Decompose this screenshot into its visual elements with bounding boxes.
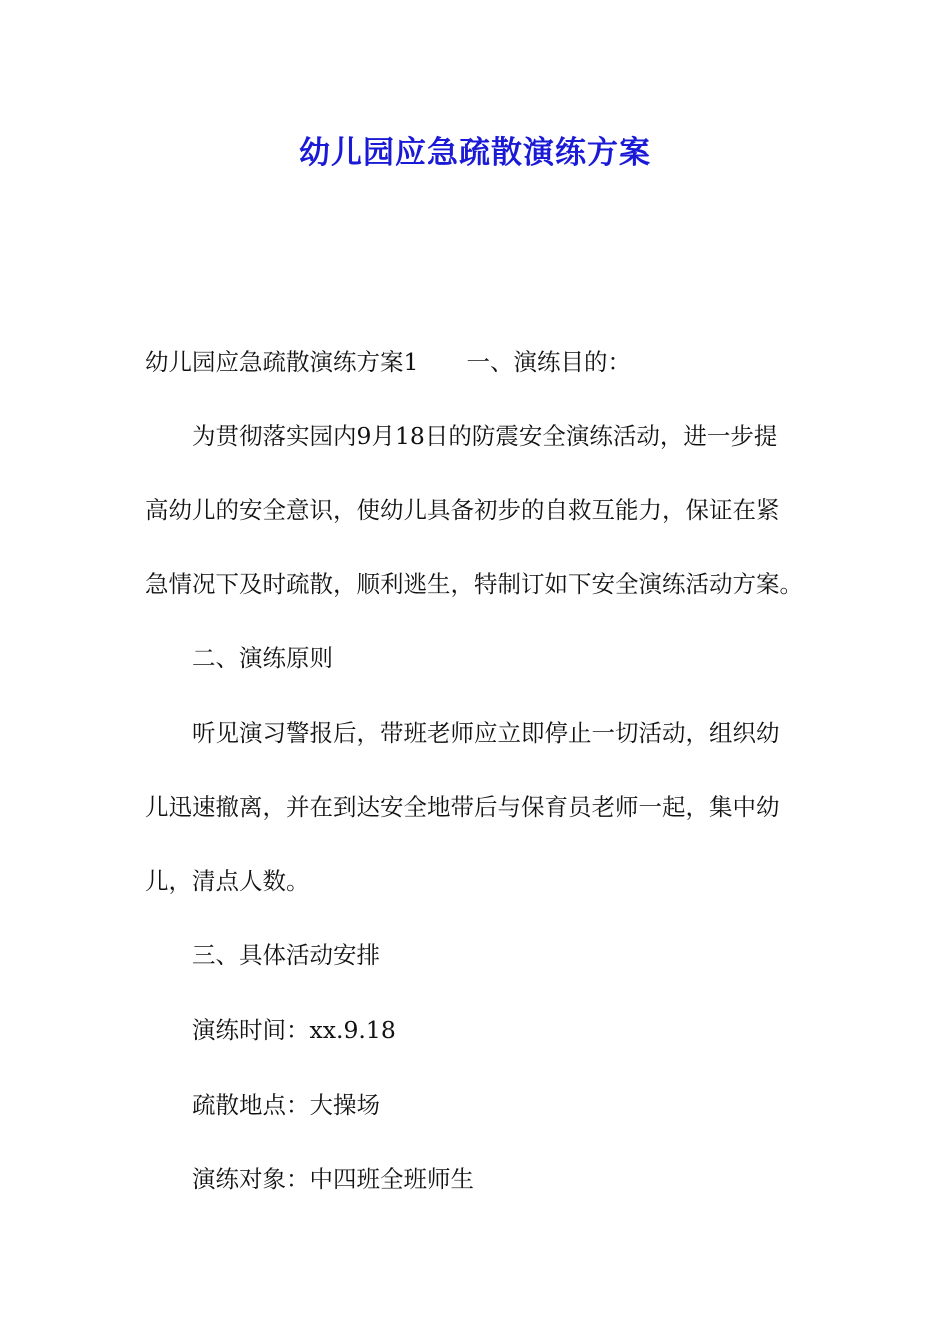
document-title: 幼儿园应急疏散演练方案 xyxy=(299,135,651,171)
drill-participants: 演练对象：中四班全班师生 xyxy=(192,1165,474,1193)
heading-arrangement: 三、具体活动安排 xyxy=(192,941,380,969)
paragraph-line: 高幼儿的安全意识，使幼儿具备初步的自救互能力，保证在紧 xyxy=(145,496,780,524)
heading-purpose: 一、演练目的： xyxy=(466,348,631,376)
plan-title-inline: 幼儿园应急疏散演练方案1 xyxy=(145,348,419,376)
section-heading-line xyxy=(145,342,631,382)
paragraph-line: 听见演习警报后，带班老师应立即停止一切活动，组织幼 xyxy=(192,719,780,747)
heading-principles: 二、演练原则 xyxy=(192,644,333,672)
paragraph-line: 为贯彻落实园内9月18日的防震安全演练活动，进一步提 xyxy=(192,422,778,450)
evacuation-location: 疏散地点：大操场 xyxy=(192,1091,380,1119)
paragraph-line: 儿迅速撤离，并在到达安全地带后与保育员老师一起，集中幼 xyxy=(145,793,780,821)
paragraph-line: 儿，清点人数。 xyxy=(145,867,310,895)
paragraph-line: 急情况下及时疏散，顺利逃生，特制订如下安全演练活动方案。 xyxy=(145,570,803,598)
drill-time: 演练时间：xx.9.18 xyxy=(192,1016,396,1044)
